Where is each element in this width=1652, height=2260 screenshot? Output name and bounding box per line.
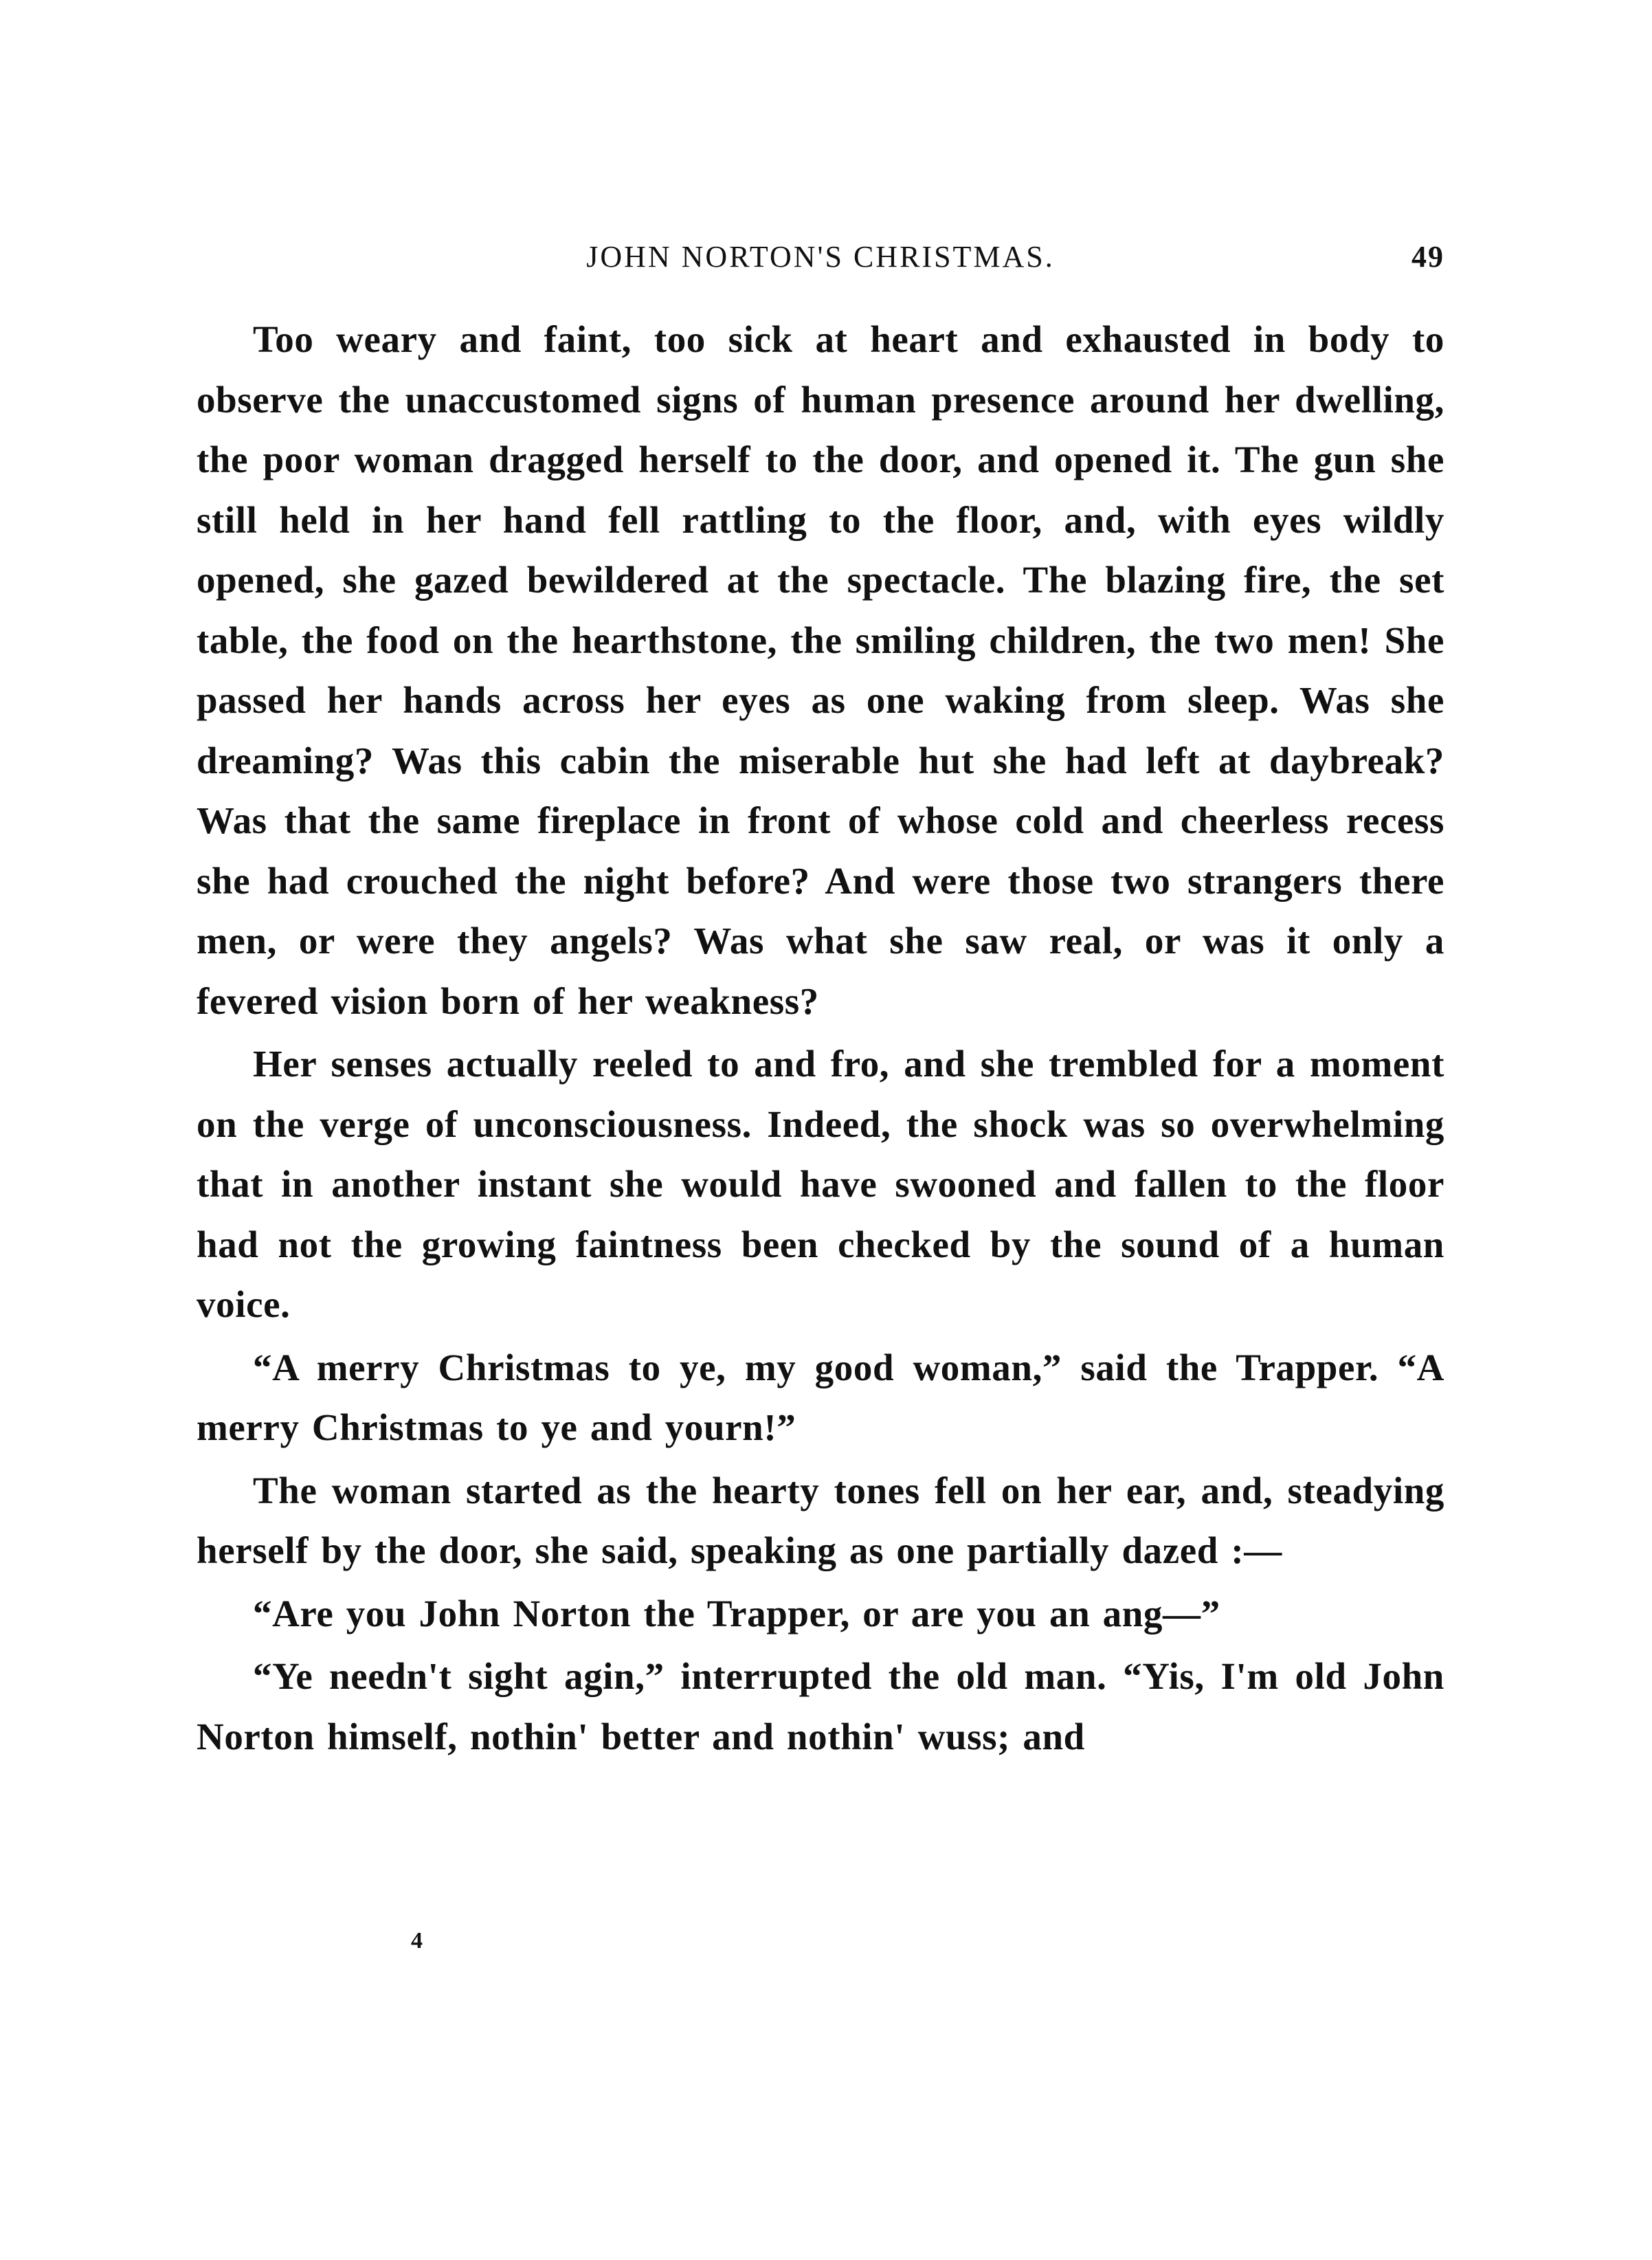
paragraph-2: Her senses actually reeled to and fro, and she trembled for a moment on the verge of unconsciousness. Indeed, the shock was so overwhelming that in another instant she would have swooned and fallen to the floor had not the growing faintness been checked by the sound of a human voice.: [197, 1043, 1444, 1325]
paragraph-3: “A merry Christmas to ye, my good woman,” said the Trapper. “A merry Christmas to ye and yourn!”: [197, 1346, 1444, 1448]
body-text: [197, 309, 1444, 1766]
paragraph-6: “Ye needn't sight agin,” interrupted the old man. “Yis, I'm old John Norton himself, nothin' better and nothin' wuss; and: [197, 1655, 1444, 1758]
paragraph-1: Too weary and faint, too sick at heart and exhausted in body to observe the unaccustomed signs of human presence around her dwelling, the poor woman dragged herself to the door, and opened it. The gun she still held in her hand fell rattling to the floor, and, with eyes wildly opened, she gazed bewildered at the spectacle. The blazing fire, the set table, the food on the hearthstone, the smiling children, the two men! She passed her hands across her eyes as one waking from sleep. Was she dreaming? Was this cabin the miserable hut she had left at daybreak? Was that the same fireplace in front of whose cold and cheerless recess she had crouched the night before? And were those two strangers there men, or were they angels? Was what she saw real, or was it only a fevered vision born of her weakness?: [197, 318, 1444, 1022]
paragraph-4: The woman started as the hearty tones fell on her ear, and, steadying herself by the door, she said, speaking as one partially dazed :—: [197, 1469, 1444, 1571]
page-number: 49: [1411, 240, 1444, 274]
signature-mark: 4: [411, 1928, 423, 1953]
paragraph-5: “Are you John Norton the Trapper, or are you an ang—”: [253, 1592, 1220, 1635]
running-head: [197, 239, 1444, 280]
running-title: JOHN NORTON'S CHRISTMAS.: [586, 240, 1055, 274]
